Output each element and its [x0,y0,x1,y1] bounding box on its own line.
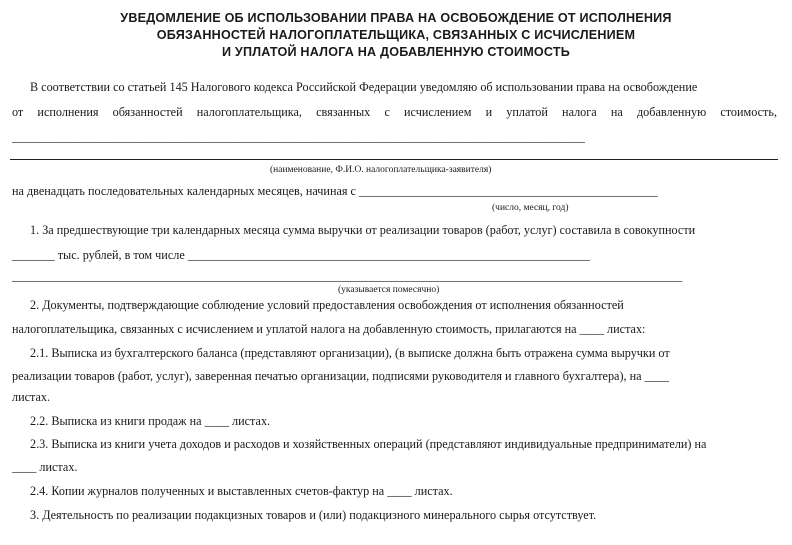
item-1-line-1: 1. За предшествующие три календарных месяца сумма выручки от реализации товаров (работ, услуг) составила в совокупности [30,223,696,237]
item-1-line-3: ______________________________________________________________________________________________________________ [12,269,683,283]
title-line-2: ОБЯЗАННОСТЕЙ НАЛОГОПЛАТЕЛЬЩИКА, СВЯЗАННЫХ С ИСЧИСЛЕНИЕМ [156,28,636,42]
item-2-3-line-2: ____ листах. [12,460,78,474]
document-title [0,10,792,61]
title-line-1: УВЕДОМЛЕНИЕ ОБ ИСПОЛЬЗОВАНИИ ПРАВА НА ОСВОБОЖДЕНИЕ ОТ ИСПОЛНЕНИЯ [120,11,672,25]
item-2-4: 2.4. Копии журналов полученных и выставленных счетов-фактур на ____ листах. [30,484,453,498]
title-line-3: И УПЛАТОЙ НАЛОГА НА ДОБАВЛЕННУЮ СТОИМОСТЬ [221,45,571,59]
taxpayer-name-blank: ______________________________________________________________________________________________ [12,130,585,144]
item-2-line-1: 2. Документы, подтверждающие соблюдение условий предоставления освобождения от исполнения обязанностей [30,298,624,312]
intro-line-1: В соответствии со статьей 145 Налогового кодекса Российской Федерации уведомляю об использовании права на освобождение [30,80,698,94]
item-2-1-line-3: листах. [12,390,51,404]
item-1-caption: (указывается помесячно) [338,285,440,295]
taxpayer-name-caption: (наименование, Ф.И.О. налогоплательщика-заявителя) [270,165,492,175]
item-2-2: 2.2. Выписка из книги продаж на ____ листах. [30,414,271,428]
item-3: 3. Деятельность по реализации подакцизных товаров и (или) подакцизного минерального сырья отсутствует. [30,508,597,522]
intro-line-2: от исполнения обязанностей налогоплательщика, связанных с исчислением и уплатой налога на добавленную стоимость, [12,105,777,119]
item-1-line-2: _______ тыс. рублей, в том числе __________________________________________________________________ [12,248,590,262]
start-date-caption: (число, месяц, год) [492,203,569,213]
item-2-3-line-1: 2.3. Выписка из книги учета доходов и расходов и хозяйственных операций (представляют индивидуальные предприниматели) на [30,437,707,451]
item-2-line-2: налогоплательщика, связанных с исчислением и уплатой налога на добавленную стоимость, прилагаются на ____ листах: [12,322,646,336]
start-date-line: на двенадцать последовательных календарных месяцев, начиная с _________________________________________________ [12,184,658,198]
item-2-1-line-1: 2.1. Выписка из бухгалтерского баланса (представляют организации), (в выписке должна быть отражена сумма выручки от [30,346,670,360]
item-2-1-line-2: реализации товаров (работ, услуг), заверенная печатью организации, подписями руководителя и главного бухгалтера), на ____ [12,369,669,383]
taxpayer-name-rule [10,159,778,160]
